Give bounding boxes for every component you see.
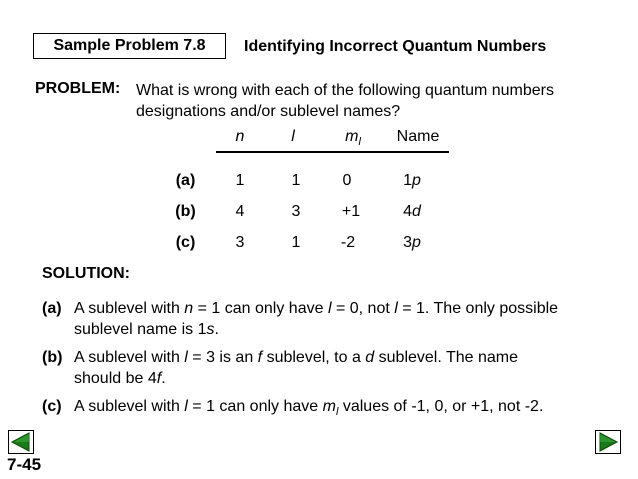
row-c-l: 1 [291, 234, 301, 251]
row-b-label: (b) [175, 203, 196, 220]
solution-item-a [42, 298, 632, 342]
next-slide-button[interactable] [595, 430, 621, 454]
solution-c-letter: (c) [42, 398, 62, 415]
row-a-l: 1 [291, 172, 301, 189]
solution-a-letter: (a) [42, 300, 62, 317]
slide-number: 7-45 [7, 455, 42, 474]
row-c-n: 3 [235, 234, 245, 251]
header-l: l [291, 128, 295, 145]
solution-c-text: A sublevel with l = 1 can only have $m_l$ values of -1, 0, or +1, not -2. [74, 398, 544, 419]
solution-a-text: A sublevel with n = 1 can only have l = 0, not l = 1. The only possible sublevel name is 1s. [74, 300, 559, 338]
solution-b-text: A sublevel with l = 3 is an f sublevel, to a d sublevel. The name should be 4f. [74, 349, 518, 387]
header-ml: $m_l$ [345, 128, 361, 149]
row-a-label: (a) [175, 172, 196, 189]
row-b-n: 4 [235, 203, 245, 220]
header-name: Name [396, 128, 440, 145]
header-n: n [235, 128, 245, 145]
problem-label: PROBLEM: [35, 80, 121, 97]
row-c-label: (c) [175, 234, 196, 251]
problem-text-line-2: designations and/or sublevel names? [136, 103, 401, 120]
back-arrow-icon [9, 431, 33, 453]
solution-item-b [42, 347, 632, 391]
row-a-name: 1p [403, 172, 421, 189]
table-header-rule [216, 151, 449, 153]
previous-slide-button[interactable] [8, 430, 34, 454]
row-a-ml: 0 [342, 172, 352, 189]
solution-b-letter: (b) [42, 349, 63, 366]
problem-text-line-1: What is wrong with each of the following quantum numbers [136, 82, 554, 99]
row-c-ml: -2 [340, 234, 356, 251]
forward-arrow-icon [596, 431, 620, 453]
row-b-name: 4d [403, 203, 421, 220]
sample-problem-box [33, 33, 226, 59]
solution-label: SOLUTION: [42, 265, 130, 282]
page-title: Identifying Incorrect Quantum Numbers [244, 38, 547, 55]
row-c-name: 3p [403, 234, 421, 251]
sample-problem-label: Sample Problem 7.8 [53, 37, 206, 54]
solution-item-c [42, 396, 632, 418]
problem-text [136, 80, 616, 122]
row-b-l: 3 [291, 203, 301, 220]
row-b-ml: +1 [341, 203, 361, 220]
row-a-n: 1 [235, 172, 245, 189]
